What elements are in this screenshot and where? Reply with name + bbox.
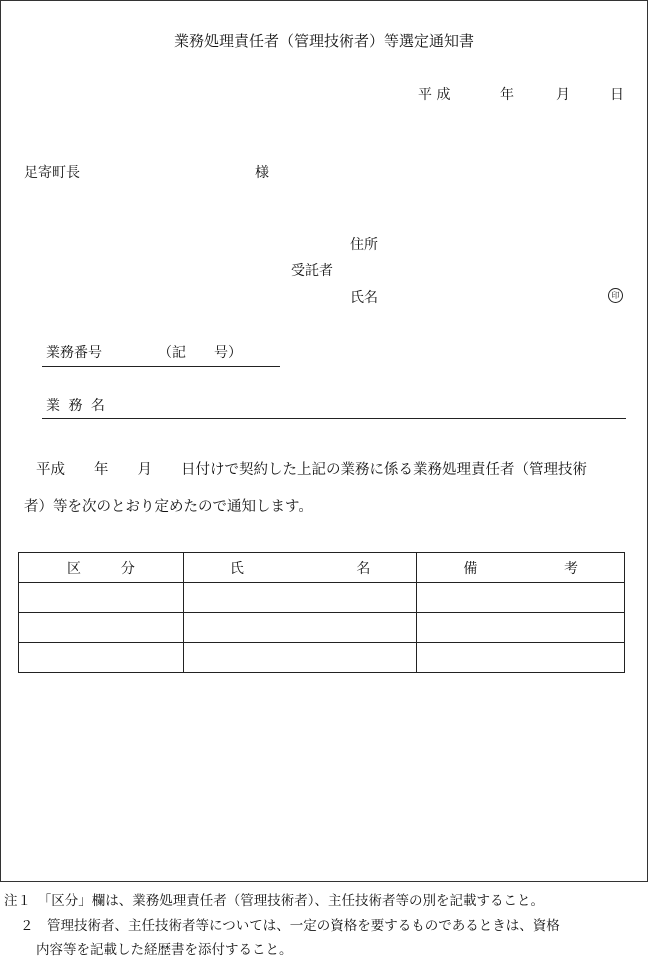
seal-mark: 印 — [608, 288, 623, 303]
header-remarks-char2: 考 — [564, 560, 578, 577]
note-2-line2: 内容等を記載した経歴書を添付すること。 — [36, 942, 293, 958]
table-row — [19, 583, 625, 613]
assignment-table — [18, 552, 625, 673]
table-row — [19, 613, 625, 643]
date-year: 年 — [500, 87, 514, 103]
document-title: 業務処理責任者（管理技術者）等選定通知書 — [173, 32, 474, 50]
table-cell[interactable] — [417, 583, 625, 613]
note-2-line1: ２ 管理技術者、主任技術者等については、一定の資格を要するものであるときは、資格 — [20, 918, 560, 934]
table-cell[interactable] — [183, 583, 417, 613]
date-month: 月 — [556, 87, 570, 103]
business-number-underline — [42, 366, 280, 367]
header-name — [183, 553, 417, 583]
table-cell[interactable] — [417, 613, 625, 643]
header-remarks-char1: 備 — [463, 560, 478, 577]
header-category-char2: 分 — [120, 560, 135, 577]
name-label: 氏名 — [350, 290, 378, 306]
business-name-underline — [42, 418, 626, 419]
header-remarks — [417, 553, 625, 583]
header-name-char2: 名 — [356, 560, 371, 577]
table-cell[interactable] — [19, 583, 184, 613]
business-number-label: 業務番号 — [46, 345, 102, 361]
header-name-char1: 氏 — [229, 560, 244, 577]
address-label: 住所 — [350, 237, 378, 253]
addressee-honorific: 様 — [255, 165, 269, 181]
body-text-line1: 平成 年 月 日付けで契約した上記の業務に係る業務処理責任者（管理技術 — [36, 462, 587, 478]
addressee-name: 足寄町長 — [24, 165, 80, 181]
header-category-char1: 区 — [67, 560, 81, 577]
table-cell[interactable] — [183, 613, 417, 643]
date-day: 日 — [610, 87, 624, 103]
table-cell[interactable] — [183, 643, 417, 673]
note-1: 注１ 「区分」欄は、業務処理責任者（管理技術者）、主任技術者等の別を記載すること。 — [4, 893, 544, 909]
contractor-role-label: 受託者 — [291, 263, 333, 279]
table-row — [19, 643, 625, 673]
header-category — [19, 553, 184, 583]
date-era: 平 成 — [418, 87, 451, 103]
table-cell[interactable] — [19, 643, 184, 673]
table-header-row — [19, 553, 625, 583]
table-cell[interactable] — [19, 613, 184, 643]
table-cell[interactable] — [417, 643, 625, 673]
body-text-line2: 者）等を次のとおり定めたので通知します。 — [24, 499, 313, 515]
business-name-label: 業 務 名 — [46, 398, 107, 414]
symbol-label: （記 号） — [158, 345, 242, 361]
